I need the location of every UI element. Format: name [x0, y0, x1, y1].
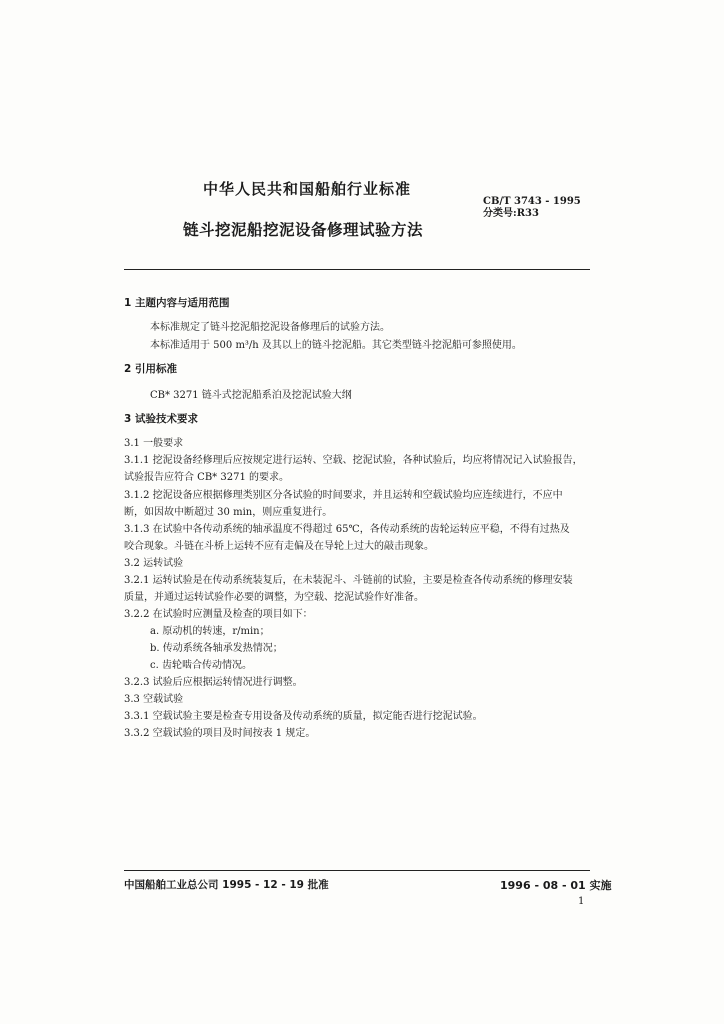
approval-note: 中国船舶工业总公司 1995 - 12 - 19 批准	[124, 879, 329, 891]
section-2-heading: 2 引用标准	[124, 363, 177, 375]
section-1-para-1: 本标准规定了链斗挖泥船挖泥设备修理后的试验方法。	[150, 322, 390, 333]
list-item-a: a. 原动机的转速，r/min；	[150, 626, 270, 637]
industry-standard-heading: 中华人民共和国船舶行业标准	[203, 180, 412, 198]
section-1-heading: 1 主题内容与适用范围	[124, 297, 230, 309]
clause-3-1-2-line-1: 3.1.2 挖泥设备应根据修理类别区分各试验的时间要求，并且运转和空载试验均应连续进行，不应中	[124, 490, 563, 501]
clause-3-2-1-line-1: 3.2.1 运转试验是在传动系统装复后，在未装泥斗、斗链前的试验，主要是检查各传动系统的修理安装	[124, 575, 573, 586]
standard-code: CB/T 3743 - 1995	[483, 196, 581, 207]
page-number: 1	[578, 896, 585, 907]
clause-3-2-2: 3.2.2 在试验时应测量及检查的项目如下：	[124, 609, 313, 620]
clause-3-3-1: 3.3.1 空载试验主要是检查专用设备及传动系统的质量，拟定能否进行挖泥试验。	[124, 711, 483, 722]
clause-3-2: 3.2 运转试验	[124, 558, 184, 569]
document-title: 链斗挖泥船挖泥设备修理试验方法	[183, 221, 424, 239]
clause-3-2-3: 3.2.3 试验后应根据运转情况进行调整。	[124, 677, 303, 688]
clause-3-3: 3.3 空载试验	[124, 694, 184, 705]
clause-3-2-1-line-2: 质量，并通过运转试验作必要的调整，为空载、挖泥试验作好准备。	[124, 592, 424, 603]
clause-3-1-3-line-1: 3.1.3 在试验中各传动系统的轴承温度不得超过 65℃，各传动系统的齿轮运转应平稳，不得有过热及	[124, 524, 570, 535]
section-1-para-2: 本标准适用于 500 m³/h 及其以上的链斗挖泥船。其它类型链斗挖泥船可参照使用。	[150, 340, 522, 351]
classification-code: 分类号:R33	[483, 208, 539, 219]
clause-3-1-1-line-1: 3.1.1 挖泥设备经修理后应按规定进行运转、空载、挖泥试验，各种试验后，均应将情况记入试验报告，	[124, 455, 583, 466]
list-item-c: c. 齿轮啮合传动情况。	[150, 660, 252, 671]
header-divider	[124, 269, 590, 270]
effective-date: 1996 - 08 - 01 实施	[500, 879, 612, 892]
standard-code-block	[483, 196, 581, 220]
list-item-b: b. 传动系统各轴承发热情况；	[150, 643, 283, 654]
clause-3-1-3-line-2: 咬合现象。斗链在斗桥上运转不应有走偏及在导轮上过大的敲击现象。	[124, 541, 434, 552]
clause-3-1-1-line-2: 试验报告应符合 CB* 3271 的要求。	[124, 472, 289, 483]
clause-3-1-2-line-2: 断，如因故中断超过 30 min，则应重复进行。	[124, 507, 333, 518]
section-3-heading: 3 试验技术要求	[124, 413, 198, 425]
section-2-para-1: CB* 3271 链斗式挖泥船系泊及挖泥试验大纲	[150, 390, 352, 401]
clause-3-1: 3.1 一般要求	[124, 438, 184, 449]
footer-divider	[124, 870, 590, 871]
clause-3-3-2: 3.3.2 空载试验的项目及时间按表 1 规定。	[124, 728, 316, 739]
